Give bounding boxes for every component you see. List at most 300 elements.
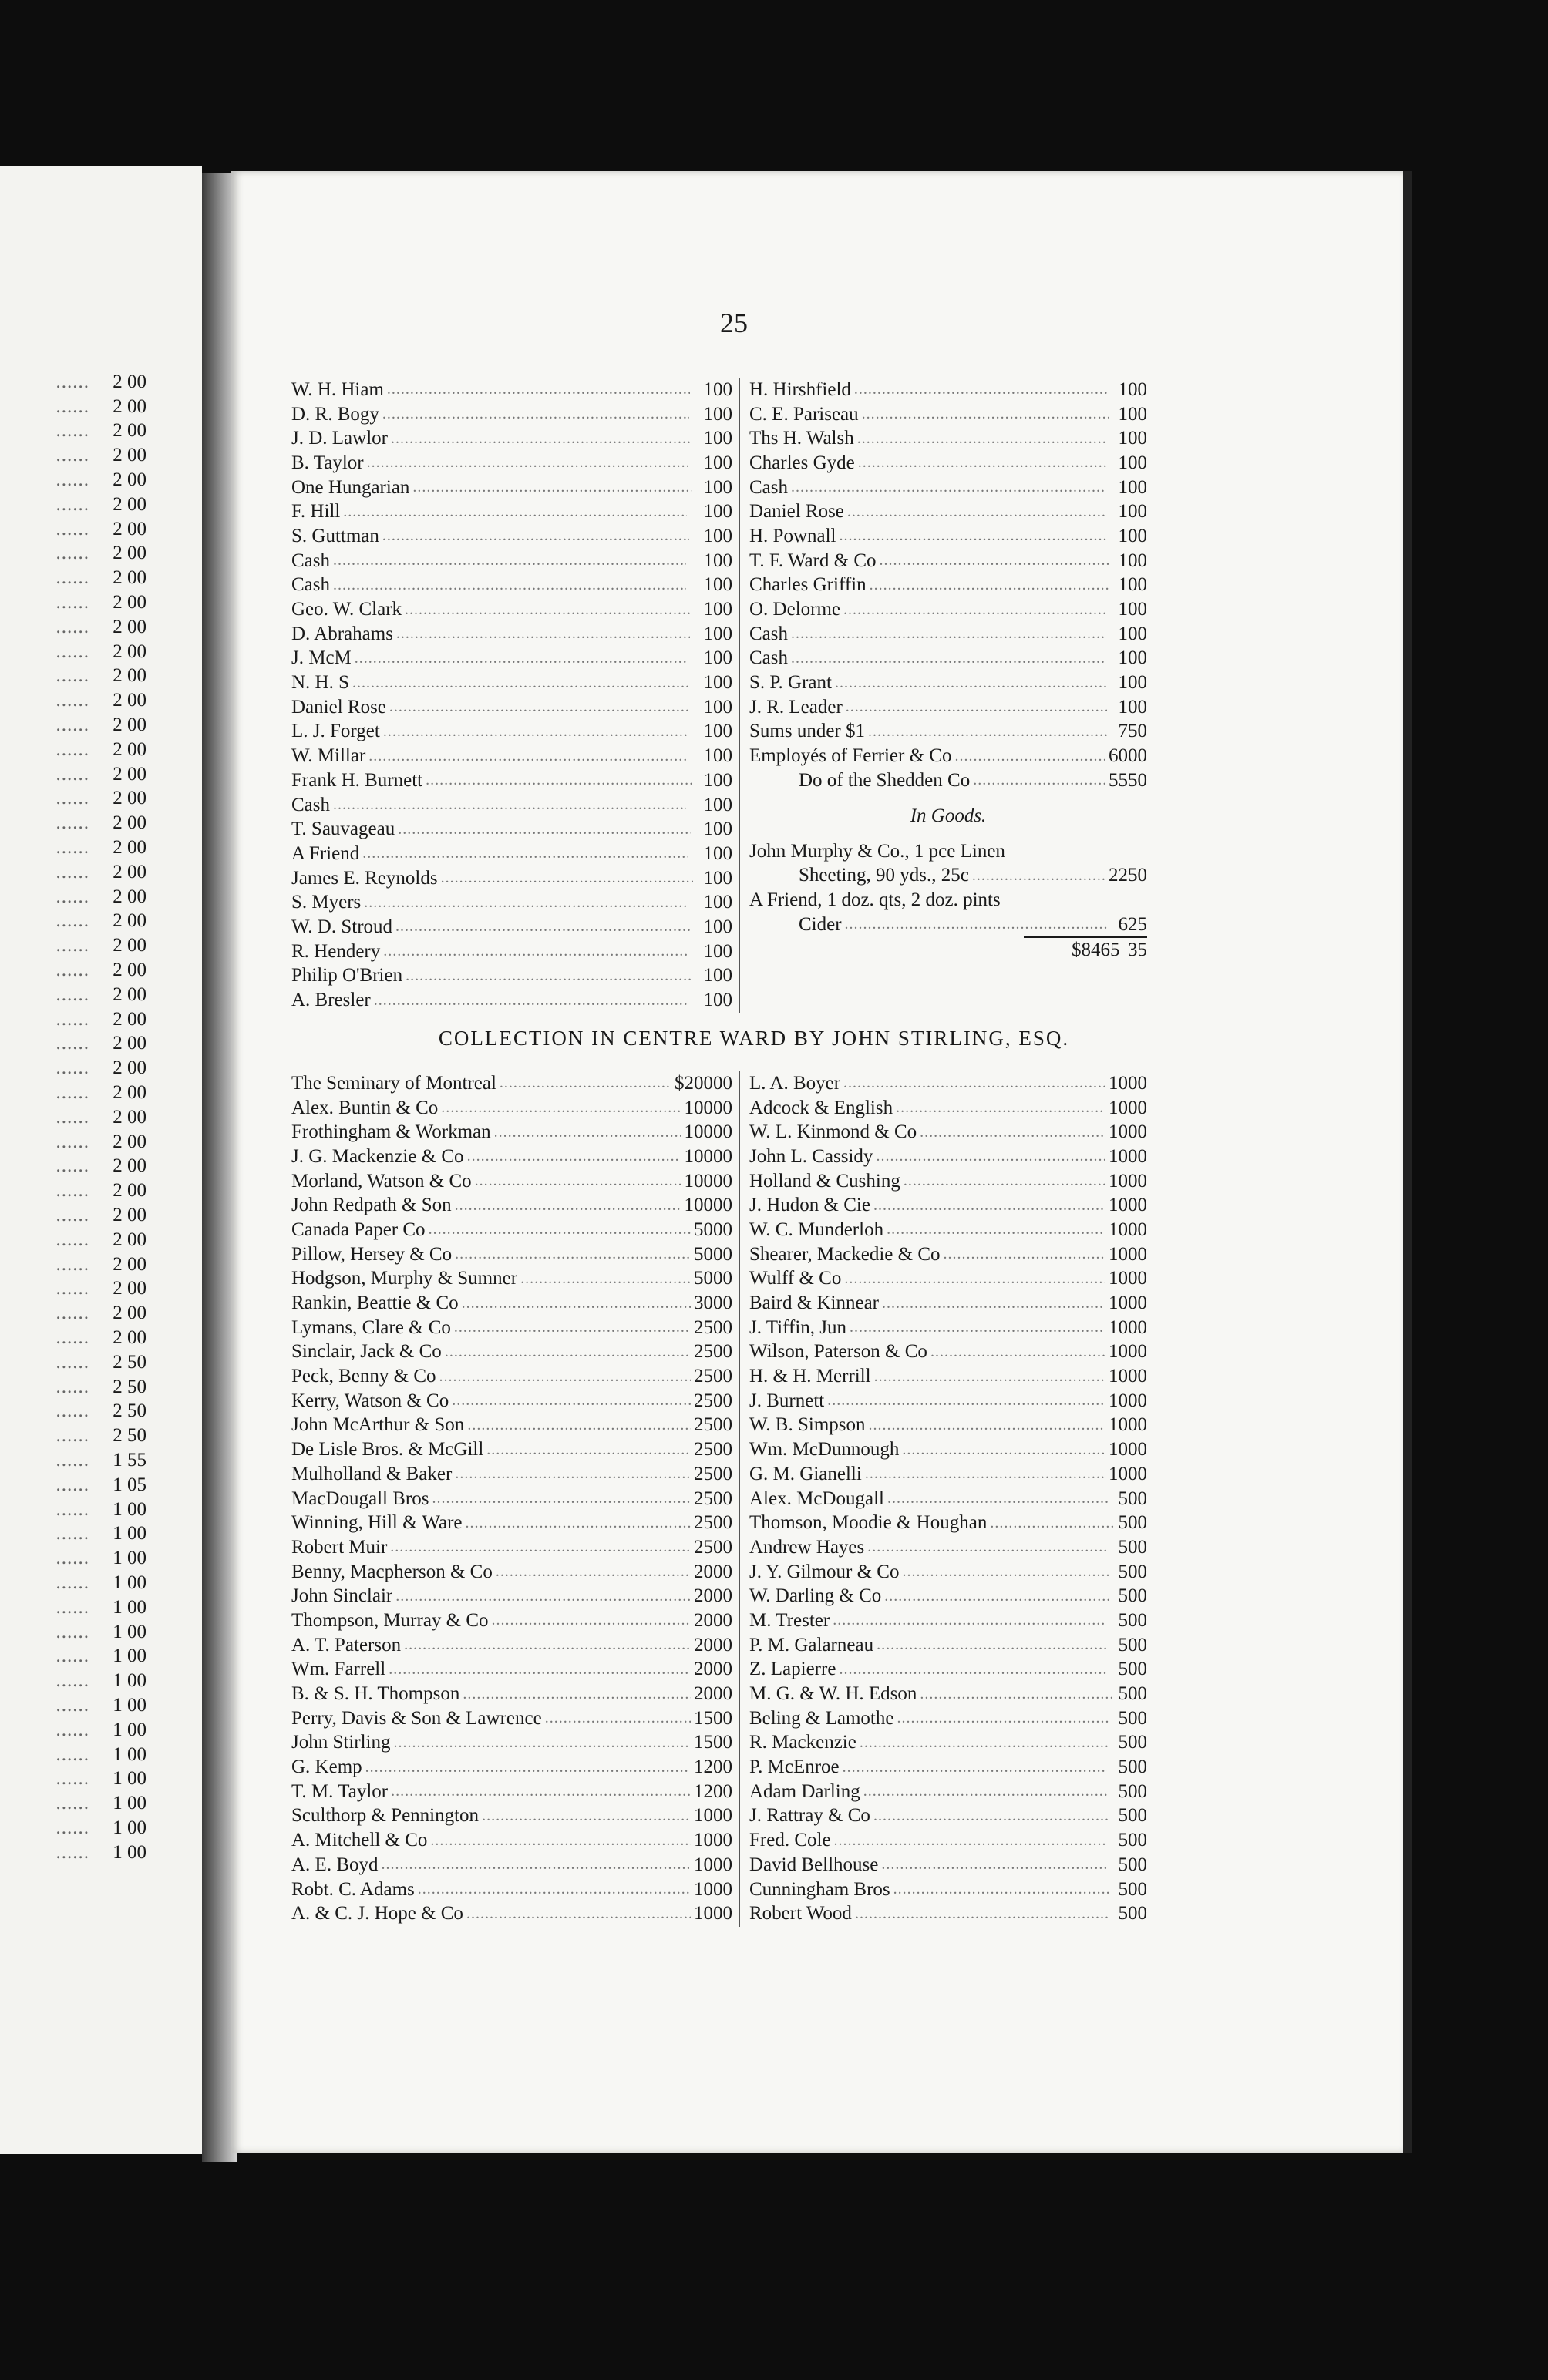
amount-cents: 00: [713, 696, 732, 718]
amount-dollars: 5: [1118, 1512, 1128, 1534]
leader-dots: [441, 1099, 681, 1117]
list-item: [749, 1096, 1147, 1121]
leader-dots: ......: [56, 1498, 89, 1520]
leader-dots: [854, 381, 1108, 398]
donor-name: Kerry, Watson & Co: [291, 1390, 449, 1411]
amount: 1 00: [113, 1523, 146, 1545]
leader-dots: [462, 1295, 691, 1313]
total-dollars: $8465: [1072, 940, 1120, 961]
leader-dots: [545, 1709, 691, 1727]
list-item: [291, 1169, 732, 1194]
list-item: [0, 517, 146, 542]
centre-right-list: [749, 1071, 1147, 1926]
donor-name: L. A. Boyer: [749, 1072, 841, 1094]
list-item: [749, 1364, 1147, 1389]
leader-dots: [395, 1588, 690, 1605]
list-item: [0, 1178, 146, 1203]
amount-cents: 00: [1128, 1268, 1147, 1289]
leader-dots: [475, 1172, 681, 1190]
donor-name: David Bellhouse: [749, 1854, 879, 1875]
amount-dollars: 25: [694, 1512, 713, 1534]
amount-dollars: 1: [703, 501, 713, 523]
donor-name: Cash: [291, 574, 330, 596]
amount: 1 05: [113, 1474, 146, 1495]
leader-dots: ......: [56, 1400, 89, 1422]
leader-dots: [455, 1465, 691, 1483]
leader-dots: [882, 1295, 1105, 1313]
leader-dots: ......: [56, 1841, 89, 1863]
list-item: [749, 1804, 1147, 1829]
amount: 2 00: [113, 910, 146, 932]
list-item: [0, 1056, 146, 1081]
amount-cents: 00: [1128, 696, 1147, 718]
donor-name: W. D. Stroud: [291, 916, 393, 937]
list-item: [749, 1389, 1147, 1414]
amount: 2 50: [113, 1351, 146, 1373]
list-item: [291, 1804, 732, 1829]
leader-dots: ......: [56, 1719, 89, 1740]
amount-cents: 00: [713, 1414, 732, 1436]
top-left-list: [291, 378, 732, 1013]
amount-dollars: 5: [1118, 1830, 1128, 1851]
list-item: [749, 1780, 1147, 1804]
amount-cents: 00: [713, 1243, 732, 1265]
amount-dollars: 25: [694, 1390, 713, 1411]
donor-name: J. Hudon & Cie: [749, 1195, 870, 1216]
amount-cents: 00: [1128, 1366, 1147, 1387]
donor-name: Morland, Watson & Co: [291, 1170, 472, 1192]
amount: 2 00: [113, 1131, 146, 1152]
amount-cents: 00: [713, 1195, 732, 1216]
list-item: [0, 1521, 146, 1546]
donor-name: J. McM: [291, 647, 352, 669]
amount-dollars: 25: [694, 1488, 713, 1509]
donor-name: Thompson, Murray & Co: [291, 1609, 489, 1631]
leader-dots: [463, 1686, 691, 1703]
goods-line: [749, 863, 1147, 888]
list-item: [749, 1487, 1147, 1511]
leader-dots: ......: [56, 1057, 89, 1079]
amount-dollars: 12: [694, 1756, 713, 1778]
list-item: [291, 1389, 732, 1414]
list-item: [0, 1448, 146, 1473]
donor-name: One Hungarian: [291, 476, 410, 498]
leader-dots: [893, 1881, 1110, 1898]
donor-name: Beling & Lamothe: [749, 1707, 894, 1729]
list-item: [0, 787, 146, 812]
list-item: [749, 768, 1147, 793]
list-item: [291, 1901, 732, 1926]
donor-name: Daniel Rose: [749, 501, 844, 523]
list-item: [0, 443, 146, 468]
donor-name: Robt. C. Adams: [291, 1878, 415, 1900]
page-edge: [1403, 171, 1412, 2153]
leader-dots: [454, 1319, 691, 1336]
donor-name: N. H. S: [291, 672, 350, 694]
amount-cents: 00: [1128, 1488, 1147, 1509]
leader-dots: [835, 674, 1106, 692]
leader-dots: ......: [56, 420, 89, 442]
donor-name: Frothingham & Workman: [291, 1121, 491, 1143]
donor-name: Cash: [749, 647, 788, 669]
leader-dots: [990, 1514, 1115, 1532]
amount-dollars: 1: [703, 623, 713, 644]
list-item: [749, 1731, 1147, 1756]
list-item: [0, 566, 146, 590]
list-item: [0, 1595, 146, 1620]
leader-dots: [343, 503, 687, 521]
leader-dots: ......: [56, 1376, 89, 1397]
donor-name: B. Taylor: [291, 452, 364, 473]
amount: 2 00: [113, 812, 146, 834]
amount-cents: 00: [713, 428, 732, 449]
list-item: [0, 1375, 146, 1400]
amount-dollars: 10: [694, 1830, 713, 1851]
leader-dots: ......: [56, 616, 89, 637]
list-item: [749, 1218, 1147, 1242]
amount: 1 00: [113, 1548, 146, 1569]
amount-dollars: 5: [1118, 1683, 1128, 1705]
amount-cents: 00: [1128, 1170, 1147, 1192]
amount-dollars: 25: [694, 1316, 713, 1338]
donor-name: Hodgson, Murphy & Sumner: [291, 1268, 518, 1289]
donor-name: Perry, Davis & Son & Lawrence: [291, 1707, 542, 1729]
amount-cents: 00: [713, 1316, 732, 1338]
amount-cents: 00: [1128, 1707, 1147, 1729]
donor-name: Cunningham Bros: [749, 1878, 890, 1900]
donor-name: A. Bresler: [291, 990, 371, 1011]
leader-dots: [791, 625, 1104, 643]
donor-name: Charles Gyde: [749, 452, 855, 473]
leader-dots: [382, 1856, 690, 1874]
amount-dollars: 1: [703, 842, 713, 864]
amount-dollars: 1: [703, 476, 713, 498]
list-item: [0, 1350, 146, 1375]
leader-dots: [394, 1734, 691, 1752]
leader-dots: ......: [56, 1229, 89, 1250]
amount-dollars: 5: [1118, 1659, 1128, 1680]
list-item: [291, 1242, 732, 1267]
leader-dots: [439, 1368, 692, 1386]
leader-dots: ......: [56, 1278, 89, 1299]
donor-name: Robert Muir: [291, 1536, 388, 1558]
list-item: [0, 1155, 146, 1179]
leader-dots: [367, 454, 688, 472]
amount-cents: 00: [713, 1488, 732, 1509]
amount-dollars: 100: [684, 1170, 713, 1192]
leader-dots: [383, 943, 689, 960]
amount-cents: 00: [1128, 1732, 1147, 1753]
list-item: [291, 1755, 732, 1780]
amount-dollars: 1: [1118, 550, 1128, 571]
amount: 2 50: [113, 1376, 146, 1397]
amount: 2 00: [113, 445, 146, 466]
list-item: [291, 1218, 732, 1242]
amount-dollars: 1: [703, 696, 713, 718]
amount-cents: 00: [1128, 1219, 1147, 1240]
list-item: [0, 713, 146, 738]
list-item: [0, 909, 146, 934]
leader-dots: [396, 625, 690, 643]
amount-dollars: 1: [703, 599, 713, 620]
list-item: [749, 378, 1147, 402]
donor-name: A Friend: [291, 842, 360, 864]
list-item: [749, 1658, 1147, 1682]
leader-dots: [426, 771, 692, 789]
leader-dots: ......: [56, 1474, 89, 1495]
leader-dots: [860, 1734, 1109, 1752]
leader-dots: ......: [56, 886, 89, 907]
donor-name: J. Rattray & Co: [749, 1805, 870, 1827]
list-item: [0, 958, 146, 983]
amount-dollars: 1: [1118, 574, 1128, 596]
amount: 2 00: [113, 861, 146, 882]
amount-dollars: 50: [694, 1243, 713, 1265]
amount: 2 00: [113, 788, 146, 809]
amount: 2 00: [113, 1204, 146, 1225]
amount-cents: 00: [713, 1463, 732, 1484]
amount-cents: 00: [1128, 1072, 1147, 1094]
goods-description: Sheeting, 90 yds., 25c: [799, 865, 969, 886]
list-item: [749, 744, 1147, 768]
amount-dollars: 25: [694, 1414, 713, 1436]
list-item: [749, 1682, 1147, 1706]
list-item: [0, 1816, 146, 1840]
amount-cents: 00: [713, 1536, 732, 1558]
leader-dots: [920, 1686, 1112, 1703]
amount-cents: 00: [713, 721, 732, 742]
donor-name: O. Delorme: [749, 599, 841, 620]
amount-cents: 00: [1128, 1683, 1147, 1705]
list-item: [291, 1071, 732, 1096]
amount-dollars: 1: [703, 525, 713, 546]
amount-dollars: 6: [1118, 913, 1128, 935]
amount: 1 00: [113, 1621, 146, 1642]
list-item: [291, 451, 732, 476]
amount: 1 00: [113, 1768, 146, 1790]
donor-name: Sinclair, Jack & Co: [291, 1341, 442, 1363]
amount-cents: 00: [1128, 1414, 1147, 1436]
amount: 2 00: [113, 960, 146, 981]
list-item: [0, 1840, 146, 1865]
leader-dots: ......: [56, 690, 89, 711]
donor-name: Cash: [749, 476, 788, 498]
donor-name: J. D. Lawlor: [291, 428, 388, 449]
donor-name: Canada Paper Co: [291, 1219, 426, 1240]
amount: 1 00: [113, 1719, 146, 1740]
donor-name: Sculthorp & Pennington: [291, 1805, 480, 1827]
leader-dots: [944, 1245, 1105, 1263]
amount-cents: 00: [713, 965, 732, 987]
amount-dollars: 50: [694, 1268, 713, 1289]
list-item: [291, 1437, 732, 1462]
amount-dollars: 10: [1109, 1072, 1128, 1094]
amount-cents: 00: [713, 476, 732, 498]
leader-dots: ......: [56, 910, 89, 932]
list-item: [0, 762, 146, 787]
leader-dots: [467, 1417, 691, 1434]
amount-dollars: 1: [703, 819, 713, 840]
amount-dollars: 1: [703, 403, 713, 425]
leader-dots: [865, 1465, 1105, 1483]
amount-cents: 25: [1128, 913, 1147, 935]
donor-name: Rankin, Beattie & Co: [291, 1293, 459, 1314]
list-item: [0, 1203, 146, 1228]
amount-cents: 00: [713, 745, 732, 767]
amount-dollars: 5: [1118, 1780, 1128, 1802]
amount-dollars: 1: [703, 794, 713, 815]
amount-cents: 00: [1128, 1585, 1147, 1607]
amount-cents: 00: [1128, 1341, 1147, 1363]
donor-name: D. Abrahams: [291, 623, 393, 644]
leader-dots: [365, 1759, 688, 1777]
list-item: [749, 1609, 1147, 1633]
list-item: [749, 1901, 1147, 1926]
list-item: [0, 1571, 146, 1595]
amount: 2 00: [113, 1180, 146, 1202]
list-item: [749, 476, 1147, 500]
donor-name: De Lisle Bros. & McGill: [291, 1439, 484, 1461]
leader-dots: ......: [56, 1449, 89, 1471]
amount-cents: 00: [713, 501, 732, 523]
amount-cents: 00: [713, 794, 732, 815]
list-item: [0, 1743, 146, 1767]
list-item: [291, 1120, 732, 1145]
leader-dots: ......: [56, 1180, 89, 1202]
amount-cents: 00: [713, 819, 732, 840]
list-item: [0, 1399, 146, 1424]
donor-name: A. & C. J. Hope & Co: [291, 1903, 463, 1925]
amount-cents: 00: [1128, 1536, 1147, 1558]
list-item: [0, 1473, 146, 1498]
list-item: [291, 817, 732, 842]
leader-dots: [389, 1661, 690, 1679]
list-item: [749, 1242, 1147, 1267]
amount-dollars: 100: [684, 1097, 713, 1118]
leader-dots: [382, 405, 689, 423]
amount-cents: 00: [1128, 1780, 1147, 1802]
list-item: [291, 622, 732, 647]
amount-cents: 00: [1128, 378, 1147, 400]
list-item: [291, 1193, 732, 1218]
donor-name: Alex. Buntin & Co: [291, 1097, 439, 1118]
amount-cents: 00: [1128, 1145, 1147, 1167]
leader-dots: ......: [56, 1204, 89, 1225]
list-item: [0, 370, 146, 395]
leader-dots: ......: [56, 837, 89, 859]
amount-dollars: 1: [1118, 428, 1128, 449]
leader-dots: ......: [56, 983, 89, 1005]
donor-name: Cash: [291, 794, 330, 815]
donor-name: W. C. Munderloh: [749, 1219, 884, 1240]
amount-cents: 00: [713, 1097, 732, 1118]
donor-name: John L. Cassidy: [749, 1145, 873, 1167]
donor-name: Philip O'Brien: [291, 965, 403, 987]
leader-dots: ......: [56, 1645, 89, 1667]
list-item: [291, 1828, 732, 1853]
leader-dots: [844, 1270, 1105, 1288]
amount-cents: 00: [713, 1683, 732, 1705]
amount: 2 00: [113, 1278, 146, 1299]
leader-dots: ......: [56, 1253, 89, 1275]
leader-dots: [405, 601, 691, 619]
list-item: [0, 395, 146, 419]
list-item: [0, 1081, 146, 1105]
list-item: [0, 983, 146, 1007]
leader-dots: [404, 1636, 691, 1654]
amount: 2 00: [113, 493, 146, 515]
list-item: [749, 1291, 1147, 1316]
amount: 1 00: [113, 1572, 146, 1593]
leader-dots: [362, 845, 688, 862]
leader-dots: ......: [56, 1621, 89, 1642]
goods-line: [749, 888, 1147, 913]
donor-name: J. R. Leader: [749, 696, 843, 718]
leader-dots: [920, 1124, 1105, 1141]
leader-dots: [364, 894, 688, 912]
donor-name: H. Hirshfield: [749, 378, 851, 400]
list-item: [749, 1145, 1147, 1169]
leader-dots: ......: [56, 543, 89, 564]
amount-dollars: 1: [703, 550, 713, 571]
leader-dots: ......: [56, 1817, 89, 1838]
amount: 2 00: [113, 1229, 146, 1250]
leader-dots: [863, 1783, 1109, 1800]
list-item: [0, 1791, 146, 1816]
list-item: [749, 402, 1147, 427]
amount-cents: 00: [713, 1732, 732, 1753]
list-item: [0, 1693, 146, 1718]
list-item: [0, 860, 146, 885]
donor-name: Geo. W. Clark: [291, 599, 402, 620]
list-item: [291, 1511, 732, 1535]
list-item: [291, 1267, 732, 1292]
leader-dots: [382, 527, 689, 545]
page-number: 25: [720, 308, 748, 338]
amount-cents: 00: [713, 1145, 732, 1167]
leader-dots: ......: [56, 1351, 89, 1373]
amount-cents: 00: [713, 842, 732, 864]
leader-dots: [843, 1074, 1105, 1092]
donor-name: Pillow, Hersey & Co: [291, 1243, 453, 1265]
donor-name: T. F. Ward & Co: [749, 550, 877, 571]
list-item: [291, 1414, 732, 1438]
leader-dots: [398, 821, 690, 839]
leader-dots: [482, 1807, 691, 1825]
amount: 2 00: [113, 1057, 146, 1079]
leader-dots: [877, 1636, 1109, 1654]
leader-dots: [387, 381, 690, 398]
amount: 1 00: [113, 1670, 146, 1692]
amount-cents: 00: [713, 550, 732, 571]
donor-name: Peck, Benny & Co: [291, 1366, 436, 1387]
list-item: [0, 688, 146, 713]
list-item: [0, 885, 146, 909]
amount: 2 00: [113, 518, 146, 540]
amount-dollars: 5: [1118, 1903, 1128, 1925]
amount-cents: 00: [713, 867, 732, 889]
leader-dots: [441, 869, 693, 887]
amount: 2 50: [113, 1425, 146, 1447]
amount: 2 00: [113, 983, 146, 1005]
amount-dollars: 1: [703, 574, 713, 596]
donor-name: Z. Lapierre: [749, 1659, 836, 1680]
leader-dots: [884, 1588, 1109, 1605]
leader-dots: [418, 1881, 691, 1898]
list-item: [749, 1462, 1147, 1487]
leader-dots: [391, 430, 690, 448]
list-item: [291, 647, 732, 671]
